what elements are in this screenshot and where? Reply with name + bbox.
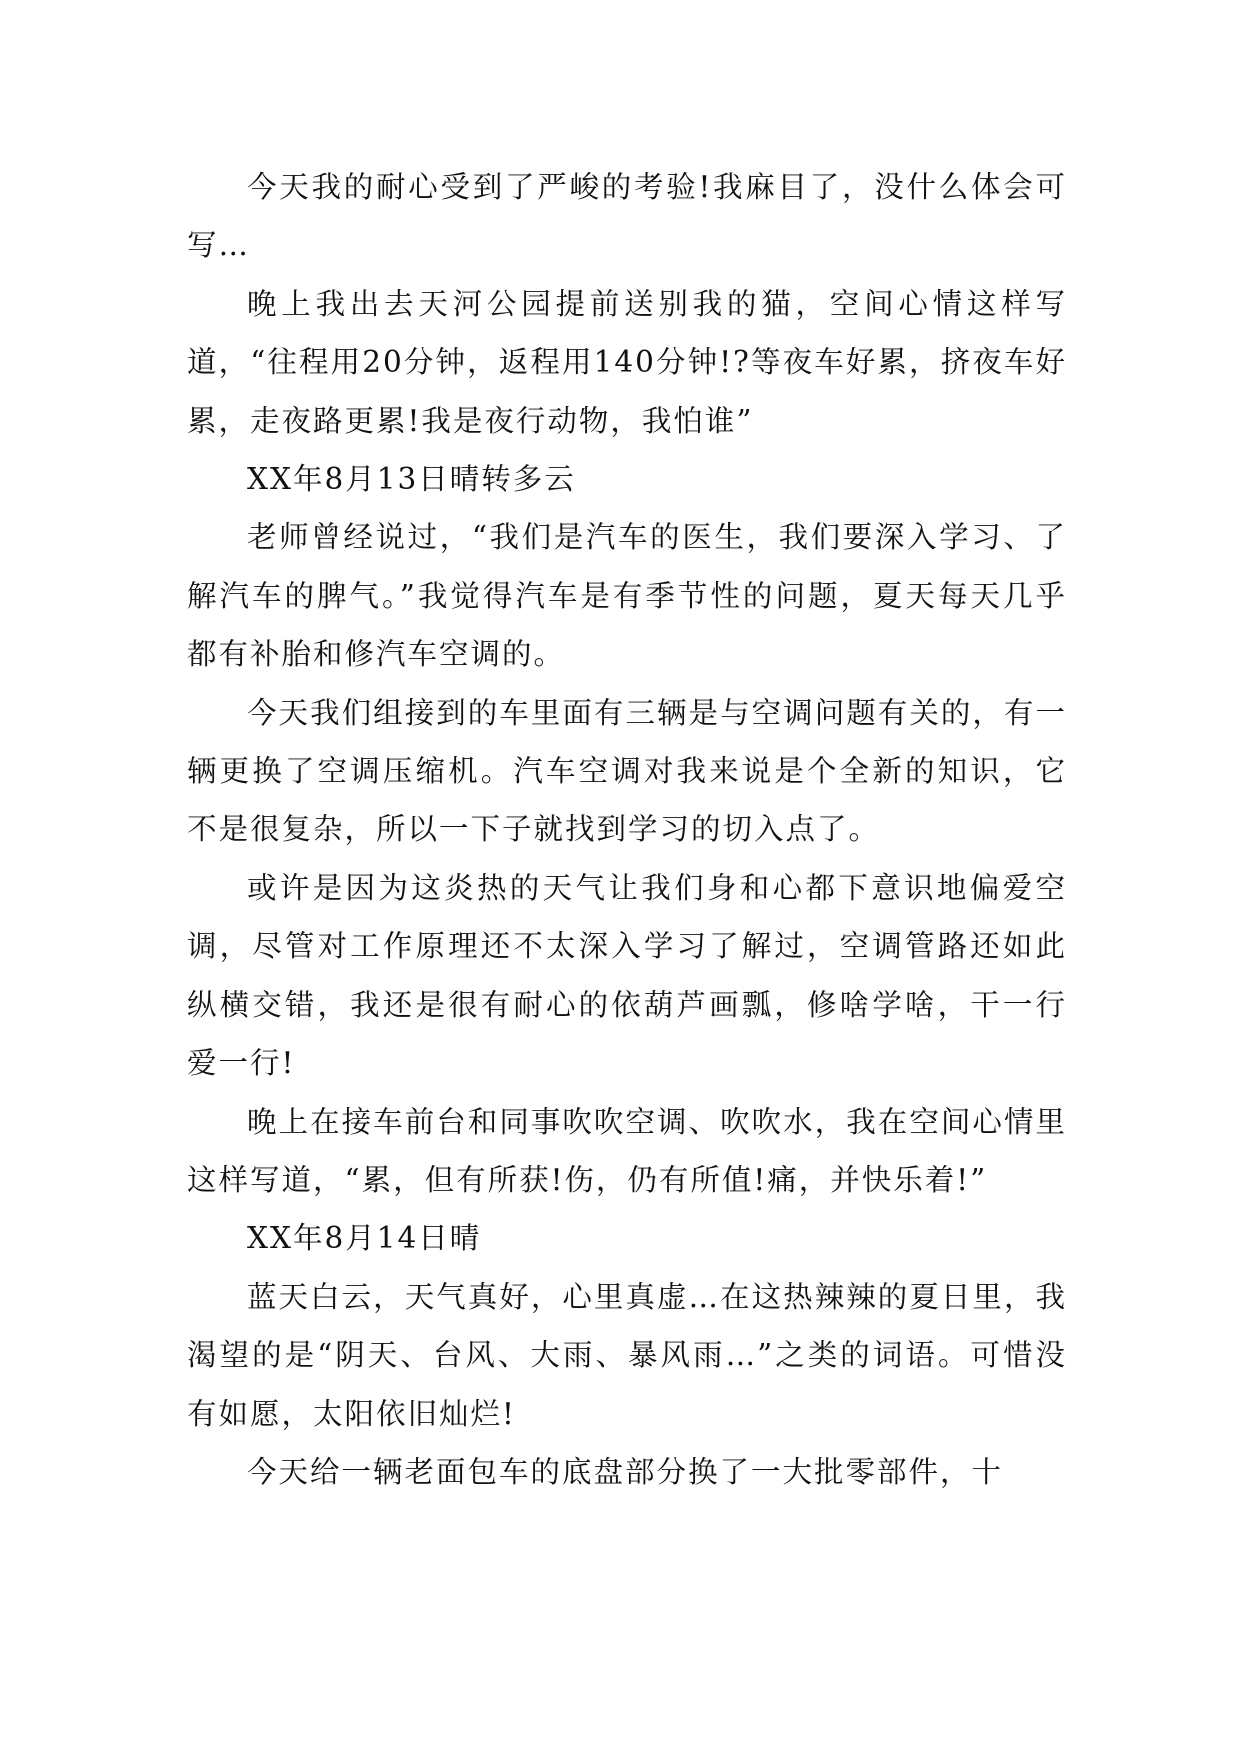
paragraph-8: 今天给一辆老面包车的底盘部分换了一大批零部件，十	[247, 1454, 1004, 1489]
paragraph-6: 晚上在接车前台和同事吹吹空调、吹吹水，我在空间心情里这样写道，“累，但有所获!伤，仍有所值!痛，并快乐着!”	[187, 1104, 1067, 1197]
date-heading-aug-13: XX年8月13日晴转多云	[247, 462, 576, 497]
paragraph-2: 晚上我出去天河公园提前送别我的猫，空间心情这样写道，“往程用20分钟，返程用140分钟!?等夜车好累，挤夜车好累，走夜路更累!我是夜行动物，我怕谁”	[187, 286, 1067, 438]
paragraph-7: 蓝天白云，天气真好，心里真虚…在这热辣辣的夏日里，我渴望的是“阴天、台风、大雨、暴风雨…”之类的词语。可惜没有如愿，太阳依旧灿烂!	[187, 1279, 1067, 1431]
paragraph-1: 今天我的耐心受到了严峻的考验!我麻目了，没什么体会可写…	[187, 170, 1067, 263]
date-heading-aug-14: XX年8月14日晴	[247, 1221, 482, 1256]
paragraph-4: 今天我们组接到的车里面有三辆是与空调问题有关的，有一辆更换了空调压缩机。汽车空调对我来说是个全新的知识，它不是很复杂，所以一下子就找到学习的切入点了。	[187, 695, 1067, 847]
paragraph-5: 或许是因为这炎热的天气让我们身和心都下意识地偏爱空调，尽管对工作原理还不太深入学习了解过，空调管路还如此纵横交错，我还是很有耐心的依葫芦画瓢，修啥学啥，干一行爱一行!	[187, 870, 1067, 1081]
document-body	[187, 158, 1067, 1501]
paragraph-3: 老师曾经说过，“我们是汽车的医生，我们要深入学习、了解汽车的脾气。”我觉得汽车是有季节性的问题，夏天每天几乎都有补胎和修汽车空调的。	[187, 520, 1067, 672]
